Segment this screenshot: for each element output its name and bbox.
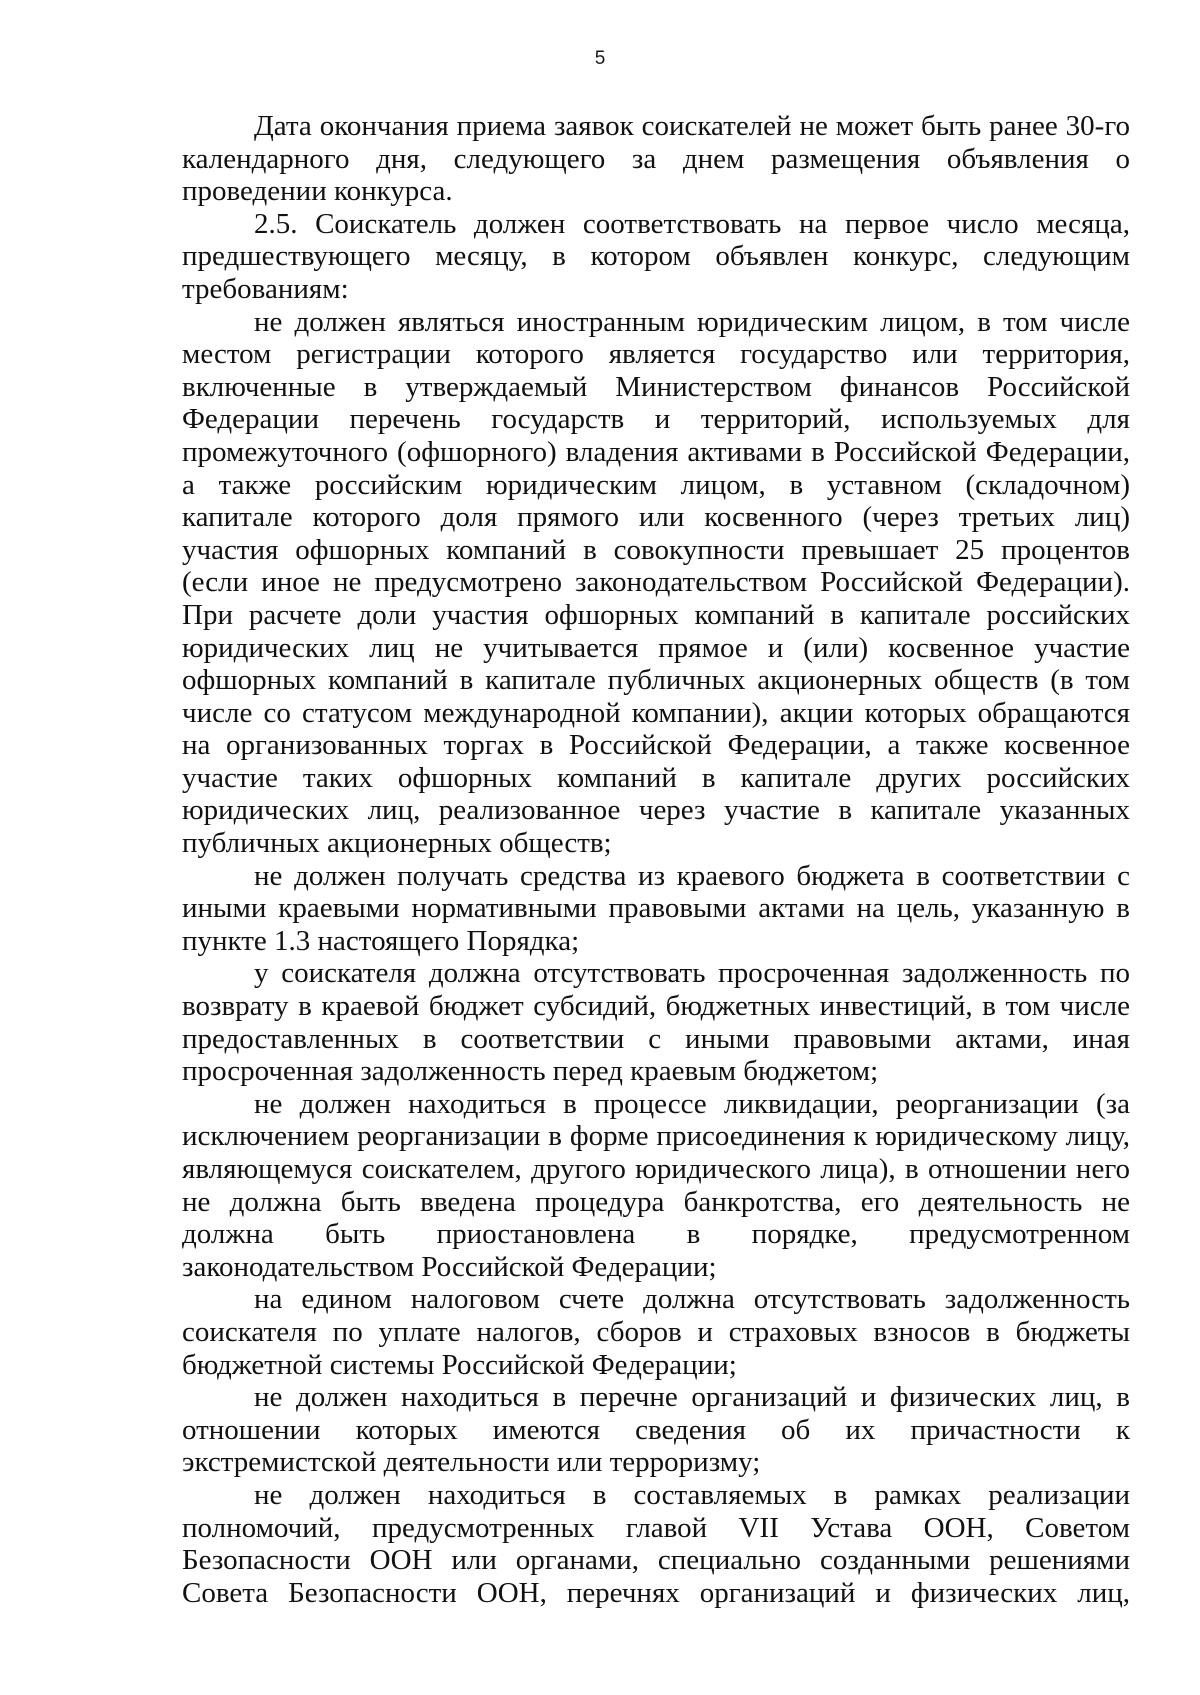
paragraph-application-deadline: Дата окончания приема заявок соискателей не может быть ранее 30-го календарного дня, следующего за днем размещения объявления о проведении конкурса.	[182, 110, 1130, 208]
paragraph-no-liquidation: не должен находиться в процессе ликвидации, реорганизации (за исключением реорганизации в форме присоединения к юридическому лицу, являющемуся соискателем, другого юридического лица), в отношении него не должна быть введена процедура банкротства, его деятельность не должна быть приостановлена в порядке, предусмотренном законодательством Российской Федерации;	[182, 1087, 1130, 1283]
document-body	[182, 110, 1130, 1609]
paragraph-no-overdue-debt: у соискателя должна отсутствовать просроченная задолженность по возврату в краевой бюджет субсидий, бюджетных инвестиций, в том числе предоставленных в соответствии с иными правовыми актами, иная просроченная задолженность перед краевым бюджетом;	[182, 957, 1130, 1088]
paragraph-offshore-requirement: не должен являться иностранным юридическим лицом, в том числе местом регистрации которого является государство или территория, включенные в утверждаемый Министерством финансов Российской Федерации перечень государств и территорий, используемых для промежуточного (офшорного) владения активами в Российской Федерации, а также российским юридическим лицом, в уставном (складочном) капитале которого доля прямого или косвенного (через третьих лиц) участия офшорных компаний в совокупности превышает 25 процентов (если иное не предусмотрено законодательством Российской Федерации). При расчете доли участия офшорных компаний в капитале российских юридических лиц не учитывается прямое и (или) косвенное участие офшорных компаний в капитале публичных акционерных обществ (в том числе со статусом международной компании), акции которых обращаются на организованных торгах в Российской Федерации, а также косвенное участие таких офшорных компаний в капитале других российских юридических лиц, реализованное через участие в капитале указанных публичных акционерных обществ;	[182, 305, 1130, 860]
page-number: 5	[594, 48, 606, 69]
paragraph-no-extremism-list: не должен находиться в перечне организаций и физических лиц, в отношении которых имеются сведения об их причастности к экстремистской деятельности или терроризму;	[182, 1381, 1130, 1479]
paragraph-no-regional-funds: не должен получать средства из краевого бюджета в соответствии с иными краевыми нормативными правовыми актами на цель, указанную в пункте 1.3 настоящего Порядка;	[182, 859, 1130, 957]
paragraph-2-5-requirements: 2.5. Соискатель должен соответствовать на первое число месяца, предшествующего месяцу, в котором объявлен конкурс, следующим требованиям:	[182, 207, 1130, 305]
paragraph-no-tax-debt: на едином налоговом счете должна отсутствовать задолженность соискателя по уплате налогов, сборов и страховых взносов в бюджеты бюджетной системы Российской Федерации;	[182, 1283, 1130, 1381]
paragraph-un-lists: не должен находиться в составляемых в рамках реализации полномочий, предусмотренных главой VII Устава ООН, Советом Безопасности ООН или органами, специально созданными решениями Совета Безопасности ООН, перечнях организаций и физических лиц,	[182, 1478, 1130, 1609]
